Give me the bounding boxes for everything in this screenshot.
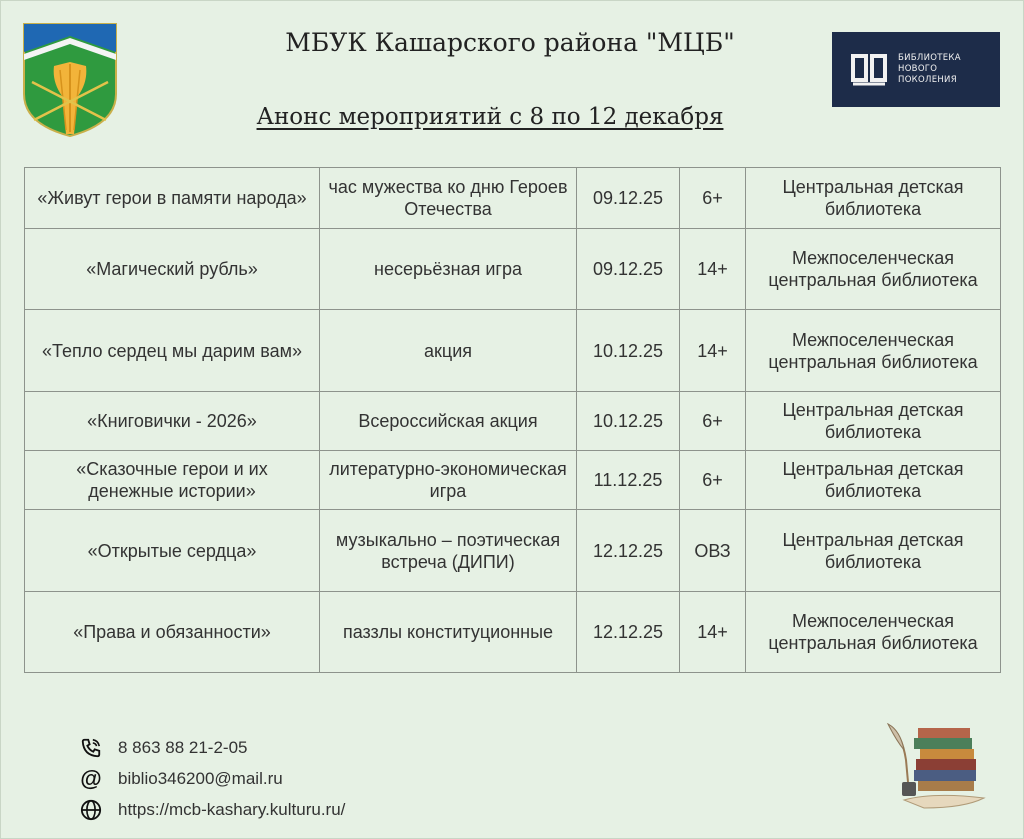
phone-number[interactable]: 8 863 88 21-2-05 (118, 737, 248, 757)
events-table (24, 167, 1001, 673)
event-place: Центральная детская библиотека (746, 451, 1001, 510)
table-row (25, 510, 1001, 592)
phone-icon (78, 735, 104, 761)
event-format: Всероссийская акция (320, 392, 577, 451)
page-subtitle: Анонс мероприятий с 8 по 12 декабря (256, 104, 724, 130)
event-age: 6+ (680, 451, 746, 510)
website-link[interactable]: https://mcb-kashary.kulturu.ru/ (118, 799, 346, 819)
library-logo (832, 32, 1000, 107)
event-date: 10.12.25 (577, 310, 680, 392)
table-row (25, 168, 1001, 229)
event-place: Межпоселенческая центральная библиотека (746, 592, 1001, 673)
event-title: «Тепло сердец мы дарим вам» (25, 310, 320, 392)
event-age: 6+ (680, 168, 746, 229)
event-date: 12.12.25 (577, 510, 680, 592)
event-place: Центральная детская библиотека (746, 510, 1001, 592)
event-place: Центральная детская библиотека (746, 392, 1001, 451)
phone-row (78, 732, 345, 763)
event-age: 6+ (680, 392, 746, 451)
event-date: 11.12.25 (577, 451, 680, 510)
event-place: Центральная детская библиотека (746, 168, 1001, 229)
event-date: 09.12.25 (577, 168, 680, 229)
logo-line: НОВОГО (898, 64, 938, 74)
open-book-icon (850, 52, 888, 88)
table-row (25, 310, 1001, 392)
globe-icon (78, 797, 104, 823)
website-row (78, 794, 345, 825)
event-format: акция (320, 310, 577, 392)
event-format: музыкально – поэтическая встреча (ДИПИ) (320, 510, 577, 592)
logo-line: БИБЛИОТЕКА (898, 53, 961, 63)
table-row (25, 229, 1001, 310)
event-age: 14+ (680, 229, 746, 310)
event-format: литературно-экономическая игра (320, 451, 577, 510)
logo-line: ПОКОЛЕНИЯ (898, 75, 957, 85)
event-date: 10.12.25 (577, 392, 680, 451)
event-format: час мужества ко дню Героев Отечества (320, 168, 577, 229)
coat-of-arms (22, 22, 118, 138)
email-link[interactable]: biblio346200@mail.ru (118, 768, 283, 788)
logo-text (898, 53, 961, 86)
event-format: паззлы конституционные (320, 592, 577, 673)
event-age: 14+ (680, 310, 746, 392)
event-title: «Магический рубль» (25, 229, 320, 310)
event-place: Межпоселенческая центральная библиотека (746, 310, 1001, 392)
event-title: «Открытые сердца» (25, 510, 320, 592)
event-place: Межпоселенческая центральная библиотека (746, 229, 1001, 310)
event-title: «Сказочные герои и их денежные истории» (25, 451, 320, 510)
event-title: «Книговички - 2026» (25, 392, 320, 451)
page-title: МБУК Кашарского района "МЦБ" (285, 28, 735, 57)
event-title: «Права и обязанности» (25, 592, 320, 673)
event-date: 12.12.25 (577, 592, 680, 673)
event-title: «Живут герои в памяти народа» (25, 168, 320, 229)
books-illustration (884, 720, 994, 810)
event-age: 14+ (680, 592, 746, 673)
table-row (25, 392, 1001, 451)
event-age: ОВЗ (680, 510, 746, 592)
event-format: несерьёзная игра (320, 229, 577, 310)
contacts (78, 732, 345, 825)
table-row (25, 451, 1001, 510)
at-sign-icon: @ (80, 765, 102, 791)
email-row (78, 763, 345, 794)
table-row (25, 592, 1001, 673)
event-date: 09.12.25 (577, 229, 680, 310)
